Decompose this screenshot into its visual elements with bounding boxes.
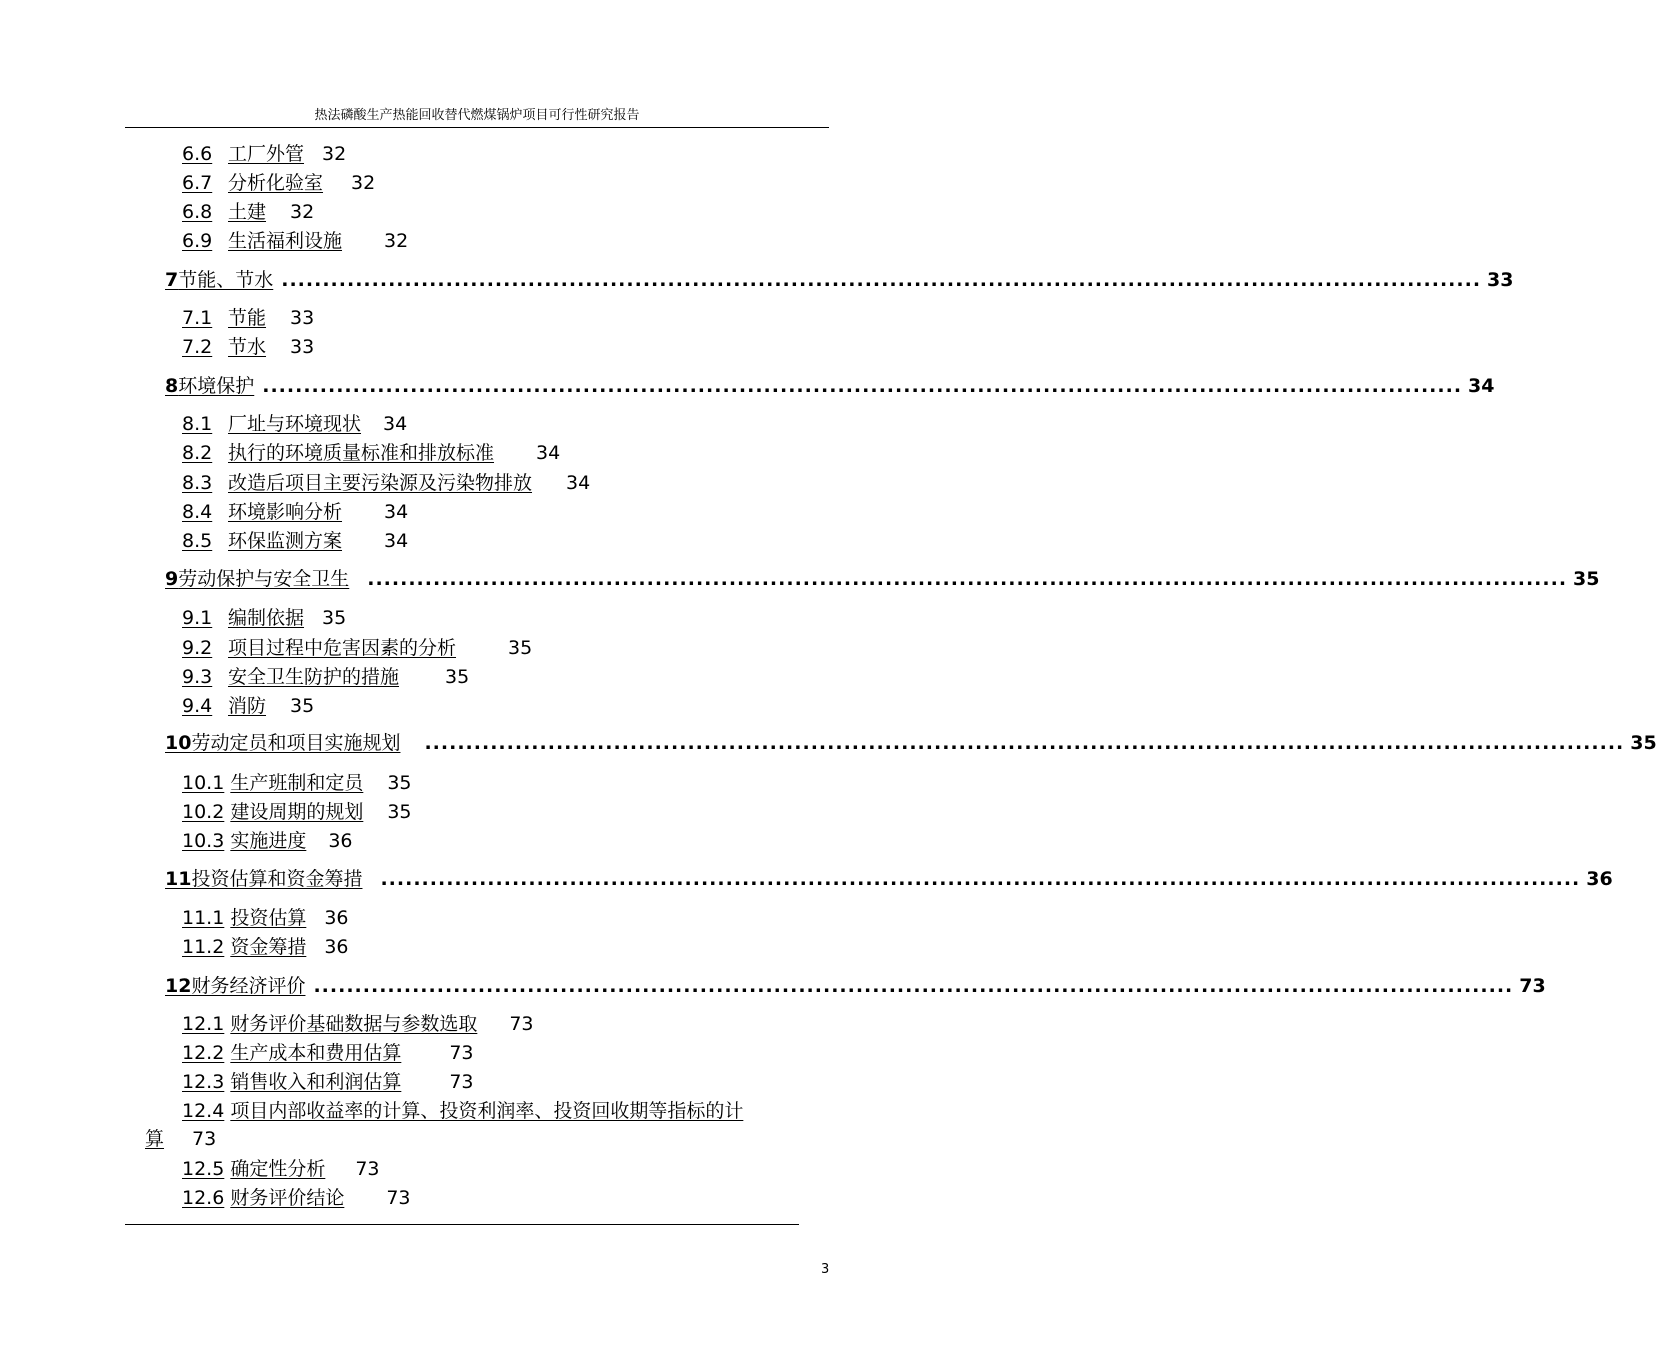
toc-item-title: 环境影响分析 (228, 501, 343, 523)
toc-item-title: 改造后项目主要污染源及污染物排放 (228, 472, 533, 494)
toc-item-title-continuation: 算 (145, 1128, 165, 1150)
toc-item-number: 7.1 (182, 307, 213, 329)
toc-leader-dots: .................................................................................................................................................. (281, 269, 1482, 291)
toc-chapter-page: 73 (1519, 975, 1546, 997)
toc-item-12-3[interactable] (182, 1070, 474, 1094)
toc-item-number: 12.5 (182, 1158, 225, 1180)
toc-item-number: 6.8 (182, 201, 213, 223)
toc-chapter-title: 投资估算和资金筹措 (191, 868, 363, 890)
toc-item-12-6[interactable] (182, 1186, 411, 1210)
toc-item-8-4[interactable] (182, 500, 408, 524)
toc-item-page: 32 (290, 201, 315, 223)
toc-item-number: 6.9 (182, 230, 213, 252)
toc-item-number: 11.1 (182, 907, 225, 929)
toc-item-number: 7.2 (182, 336, 213, 358)
toc-item-11-1[interactable] (182, 906, 349, 930)
toc-item-12-1[interactable] (182, 1012, 534, 1036)
toc-item-title: 土建 (228, 201, 267, 223)
toc-item-title: 财务评价结论 (230, 1187, 345, 1209)
toc-item-page: 32 (384, 230, 409, 252)
page-header: 热法磷酸生产热能回收替代燃煤锅炉项目可行性研究报告 (314, 108, 640, 123)
toc-item-number: 9.1 (182, 607, 213, 629)
toc-item-12-4[interactable] (182, 1099, 779, 1123)
toc-item-title: 分析化验室 (228, 172, 324, 194)
toc-chapter-number: 11 (165, 868, 192, 890)
toc-item-page: 32 (322, 143, 347, 165)
toc-item-title: 节能 (228, 307, 267, 329)
toc-item-page: 36 (324, 907, 349, 929)
toc-item-title: 确定性分析 (230, 1158, 326, 1180)
toc-chapter-12[interactable] (165, 974, 1546, 998)
toc-item-page: 36 (328, 830, 353, 852)
page-number: 3 (821, 1262, 830, 1277)
toc-item-page: 73 (509, 1013, 534, 1035)
toc-item-10-1[interactable] (182, 771, 412, 795)
toc-chapter-7[interactable] (165, 268, 1514, 292)
toc-item-8-1[interactable] (182, 412, 407, 436)
toc-chapter-number: 9 (165, 568, 179, 590)
toc-item-page: 34 (566, 472, 591, 494)
toc-item-12-5[interactable] (182, 1157, 380, 1181)
toc-chapter-page: 35 (1573, 568, 1600, 590)
toc-item-page: 32 (351, 172, 376, 194)
toc-item-number: 12.4 (182, 1100, 225, 1122)
toc-item-title: 投资估算 (230, 907, 307, 929)
toc-item-title: 实施进度 (230, 830, 307, 852)
toc-chapter-number: 7 (165, 269, 179, 291)
toc-item-9-2[interactable] (182, 636, 532, 660)
toc-item-page: 73 (192, 1128, 217, 1150)
toc-item-page: 73 (355, 1158, 380, 1180)
toc-chapter-number: 10 (165, 732, 192, 754)
toc-item-title: 销售收入和利润估算 (230, 1071, 402, 1093)
toc-item-number: 12.1 (182, 1013, 225, 1035)
toc-chapter-page: 36 (1586, 868, 1613, 890)
toc-chapter-page: 34 (1468, 375, 1495, 397)
toc-chapter-page: 35 (1630, 732, 1657, 754)
toc-item-title: 工厂外管 (228, 143, 305, 165)
toc-item-9-1[interactable] (182, 606, 346, 630)
footer-rule (125, 1224, 799, 1225)
toc-item-page: 73 (449, 1042, 474, 1064)
toc-item-number: 10.1 (182, 772, 225, 794)
toc-chapter-11[interactable] (165, 867, 1613, 891)
toc-leader-dots: .................................................................................................................................................. (424, 732, 1625, 754)
toc-item-page: 35 (387, 772, 412, 794)
toc-chapter-number: 8 (165, 375, 179, 397)
toc-item-page: 35 (508, 637, 533, 659)
toc-item-number: 6.6 (182, 143, 213, 165)
toc-item-number: 9.3 (182, 666, 213, 688)
toc-item-10-2[interactable] (182, 800, 412, 824)
toc-item-6-9[interactable] (182, 229, 408, 253)
toc-item-page: 34 (384, 501, 409, 523)
toc-item-page: 33 (290, 336, 315, 358)
toc-item-number: 12.3 (182, 1071, 225, 1093)
toc-leader-dots: .................................................................................................................................................. (262, 375, 1463, 397)
toc-item-9-4[interactable] (182, 694, 314, 718)
toc-item-page: 33 (290, 307, 315, 329)
toc-item-number: 8.2 (182, 442, 213, 464)
toc-item-title: 厂址与环境现状 (228, 413, 362, 435)
toc-item-7-1[interactable] (182, 306, 314, 330)
toc-chapter-title: 财务经济评价 (191, 975, 306, 997)
toc-item-number: 12.2 (182, 1042, 225, 1064)
toc-chapter-title: 劳动保护与安全卫生 (178, 568, 350, 590)
toc-item-page: 35 (387, 801, 412, 823)
toc-item-number: 10.2 (182, 801, 225, 823)
toc-item-number: 10.3 (182, 830, 225, 852)
toc-chapter-10[interactable] (165, 731, 1657, 755)
toc-item-11-2[interactable] (182, 935, 349, 959)
toc-item-title: 项目过程中危害因素的分析 (228, 637, 457, 659)
toc-item-number: 12.6 (182, 1187, 225, 1209)
toc-item-title: 建设周期的规划 (230, 801, 364, 823)
toc-item-6-6[interactable] (182, 142, 346, 166)
toc-item-title: 安全卫生防护的措施 (228, 666, 400, 688)
toc-item-page: 36 (324, 936, 349, 958)
toc-item-page: 35 (322, 607, 347, 629)
toc-leader-dots: .................................................................................................................................................. (313, 975, 1514, 997)
toc-item-title: 生产班制和定员 (230, 772, 364, 794)
toc-item-title: 环保监测方案 (228, 530, 343, 552)
toc-item-title: 生产成本和费用估算 (230, 1042, 402, 1064)
toc-item-6-8[interactable] (182, 200, 314, 224)
toc-leader-dots: .................................................................................................................................................. (380, 868, 1581, 890)
toc-item-number: 11.2 (182, 936, 225, 958)
toc-item-12-2[interactable] (182, 1041, 474, 1065)
toc-item-number: 8.5 (182, 530, 213, 552)
toc-item-7-2[interactable] (182, 335, 314, 359)
toc-item-title: 资金筹措 (230, 936, 307, 958)
toc-item-9-3[interactable] (182, 665, 469, 689)
toc-item-page: 35 (445, 666, 470, 688)
toc-item-12-4-continuation[interactable] (145, 1127, 216, 1151)
toc-item-6-7[interactable] (182, 171, 375, 195)
toc-chapter-title: 劳动定员和项目实施规划 (191, 732, 401, 754)
toc-item-page: 34 (384, 530, 409, 552)
toc-chapter-page: 33 (1487, 269, 1514, 291)
toc-item-page: 34 (536, 442, 561, 464)
toc-leader-dots: .................................................................................................................................................. (367, 568, 1568, 590)
toc-item-page: 73 (449, 1071, 474, 1093)
header-rule (125, 127, 829, 128)
toc-item-title: 生活福利设施 (228, 230, 343, 252)
toc-chapter-8[interactable] (165, 374, 1495, 398)
toc-item-title: 执行的环境质量标准和排放标准 (228, 442, 495, 464)
toc-item-number: 9.2 (182, 637, 213, 659)
toc-item-8-2[interactable] (182, 441, 560, 465)
toc-item-10-3[interactable] (182, 829, 353, 853)
toc-chapter-number: 12 (165, 975, 192, 997)
toc-item-number: 8.1 (182, 413, 213, 435)
toc-item-8-3[interactable] (182, 471, 590, 495)
toc-item-number: 8.3 (182, 472, 213, 494)
toc-item-title: 消防 (228, 695, 267, 717)
toc-item-title: 财务评价基础数据与参数选取 (230, 1013, 478, 1035)
toc-item-page: 73 (386, 1187, 411, 1209)
toc-item-page: 35 (290, 695, 315, 717)
toc-item-page: 34 (383, 413, 408, 435)
toc-chapter-title: 节能、节水 (178, 269, 274, 291)
toc-item-number: 6.7 (182, 172, 213, 194)
toc-chapter-9[interactable] (165, 567, 1600, 591)
toc-item-title: 编制依据 (228, 607, 305, 629)
toc-chapter-title: 环境保护 (178, 375, 255, 397)
toc-item-number: 9.4 (182, 695, 213, 717)
toc-item-title: 节水 (228, 336, 267, 358)
toc-item-number: 8.4 (182, 501, 213, 523)
toc-item-title: 项目内部收益率的计算、投资利润率、投资回收期等指标的计 (230, 1100, 744, 1122)
toc-item-8-5[interactable] (182, 529, 408, 553)
